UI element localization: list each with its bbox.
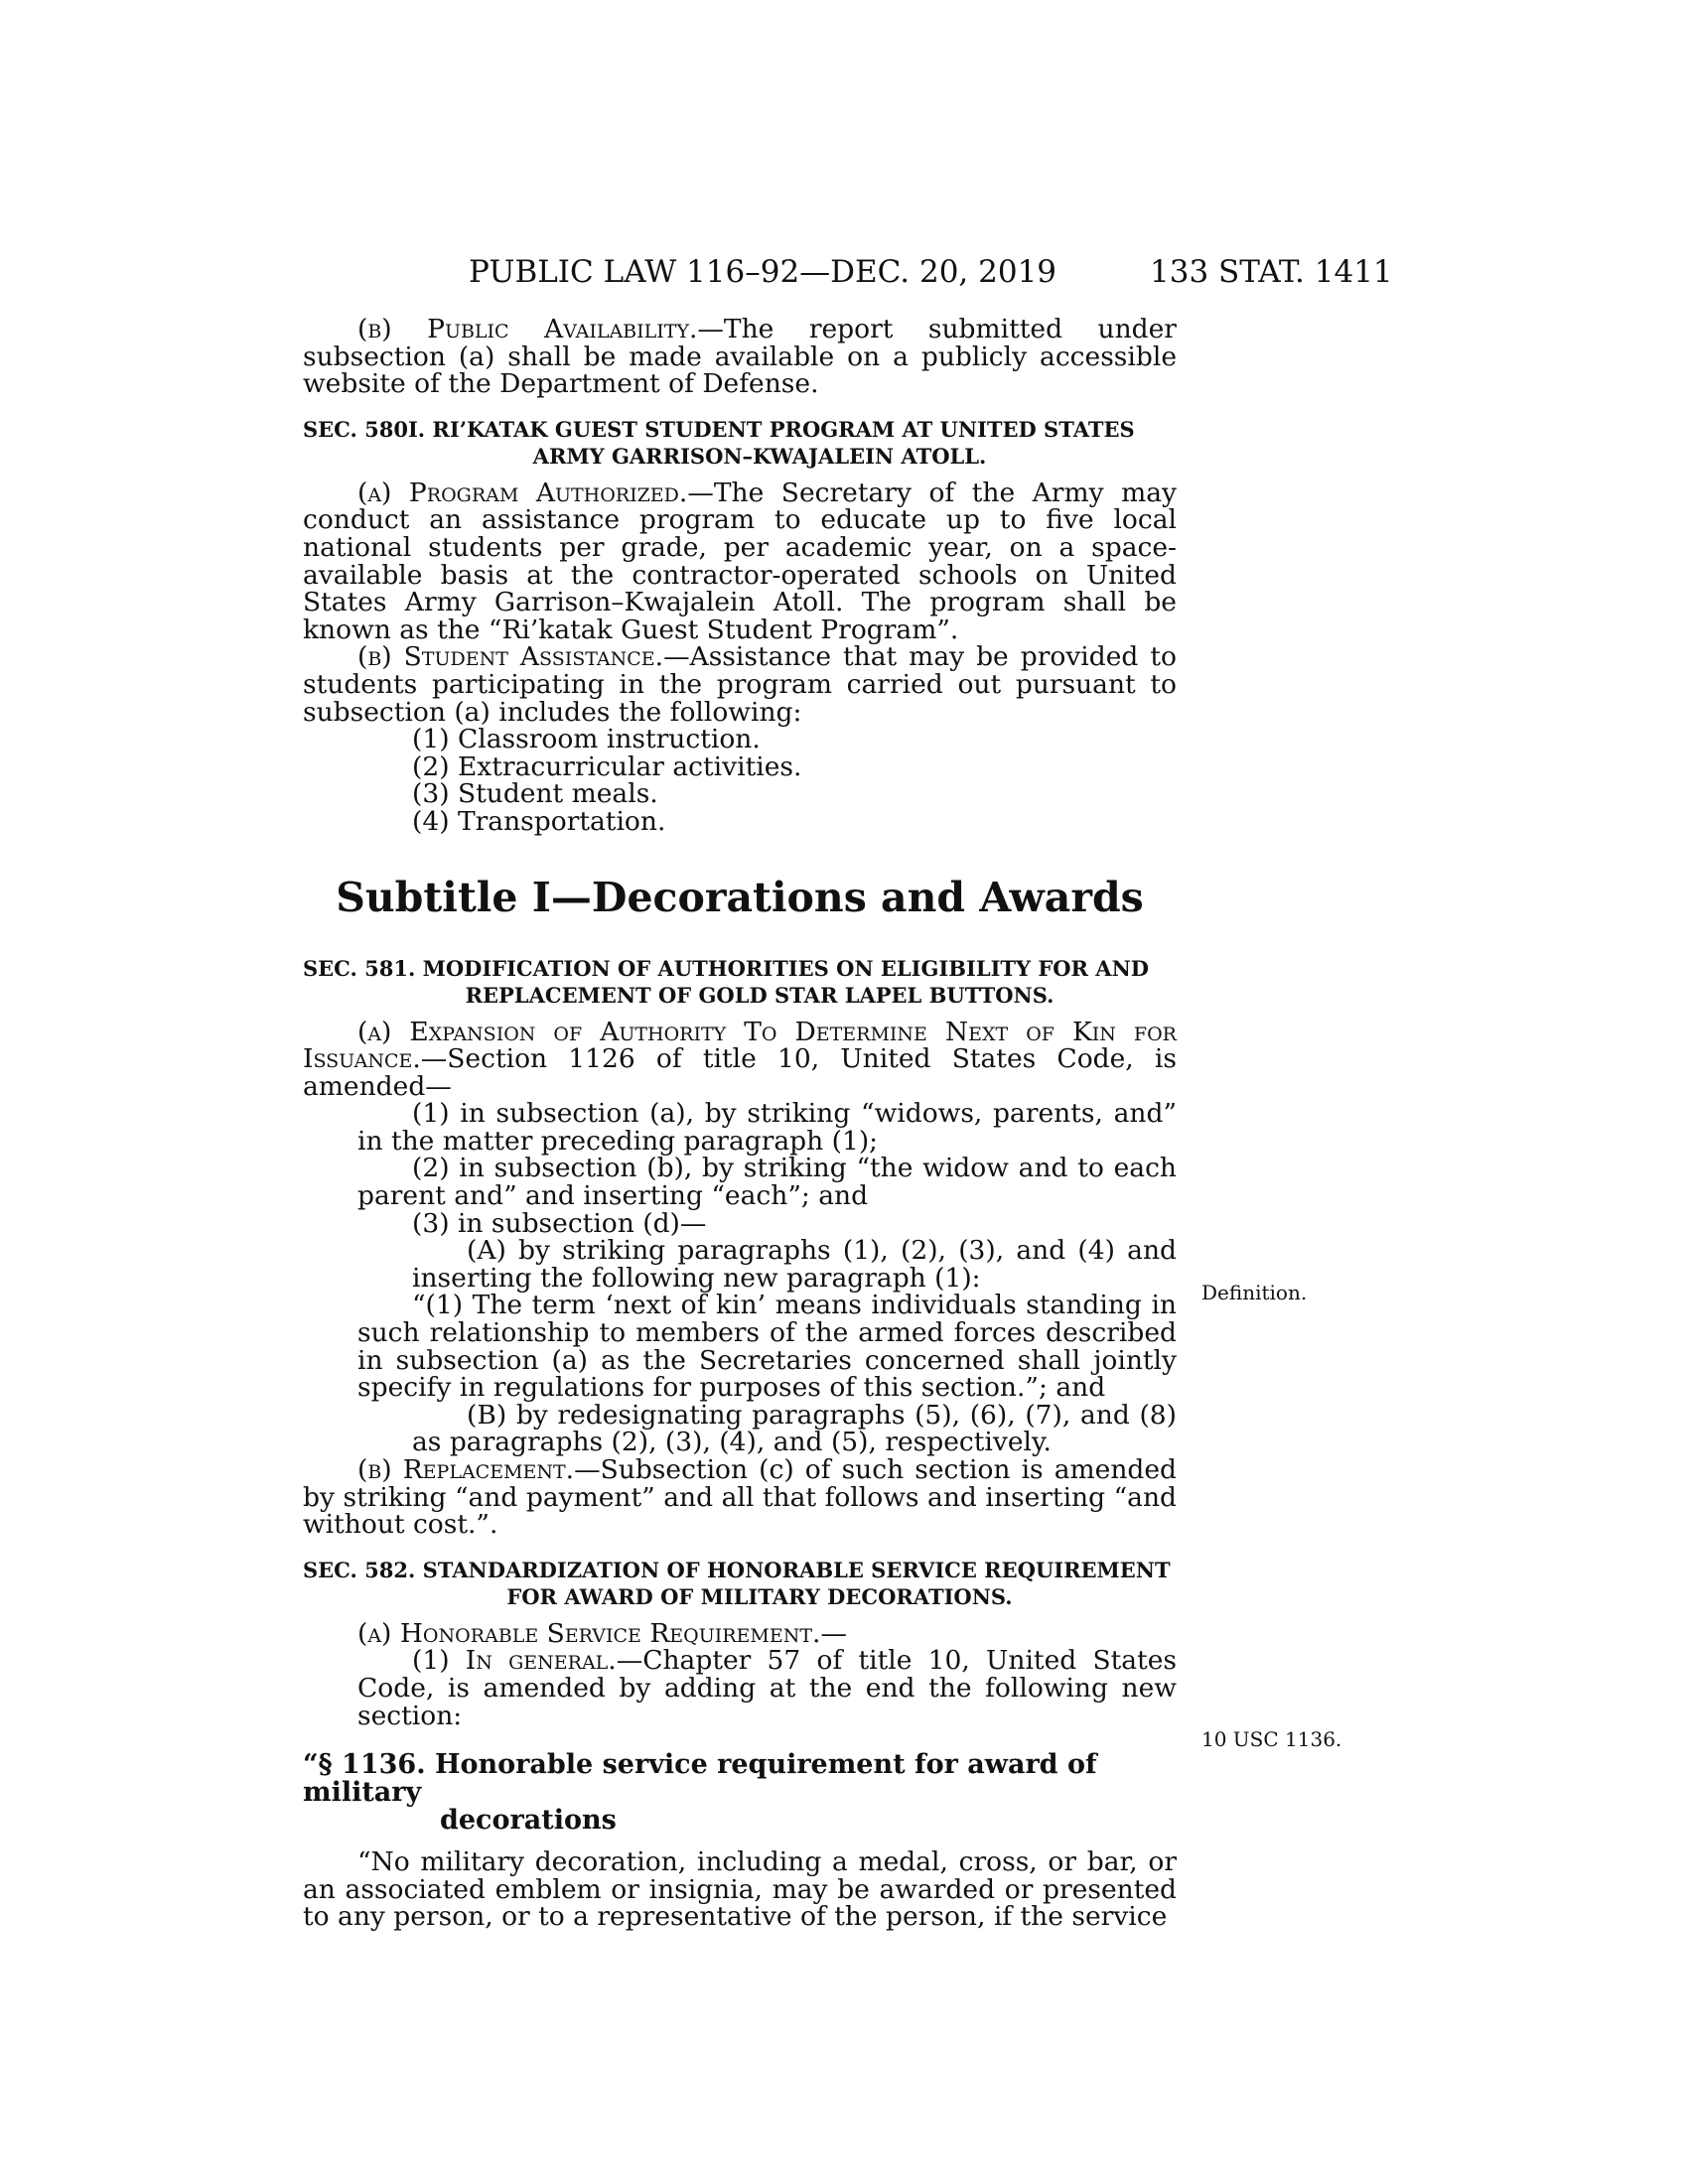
section-heading-580i: SEC. 580I. RI’KATAK GUEST STUDENT PROGRAM AT UNITED STATES ARMY GARRISON–KWAJALEIN ATOLL. [303,416,1135,469]
section-heading-581: SEC. 581. MODIFICATION OF AUTHORITIES ON ELIGIBILITY FOR AND REPLACEMENT OF GOLD STAR LAPEL BUTTONS. [303,955,1150,1008]
paragraph-582-1: (1) In general.—Chapter 57 of title 10, United States Code, is amended by adding at the end the following new section: [357,1645,1177,1731]
paragraph-replacement: (b) Replacement.—Subsection (c) of such section is amended by striking “and payment” and all that follows and inserting “and without cost.”. [303,1454,1178,1541]
margin-note-definition: Definition. [1201,1281,1308,1304]
quoted-definition: “(1) The term ‘next of kin’ means individuals standing in such relationship to members of the armed forces described in subsection (a) as the Secretaries concerned shall jointly specify in regulations for purposes of this section.”; and [357,1290,1177,1404]
list-item: (4) Transportation. [412,805,666,837]
margin-note-usc: 10 USC 1136. [1201,1727,1342,1751]
page-body [303,316,1177,1931]
paragraph-581-1: (1) in subsection (a), by striking “widows, parents, and” in the matter preceding paragraph (1); [357,1098,1177,1157]
paragraph-program-authorized: (a) Program Authorized.—The Secretary of the Army may conduct an assistance program to educate up to five local national students per grade, per academic year, on a space-available basis at the contractor-operated schools on United States Army Garrison–Kwajalein Atoll. The program shall be known as the “Ri’katak Guest Student Program”. [303,477,1177,645]
list-item: (1) Classroom instruction. [412,724,761,755]
usc-section-heading: “§ 1136. Honorable service requirement for award of military decorations [303,1749,1097,1837]
page-number: 133 STAT. 1411 [1150,254,1393,290]
paragraph-public-availability: (b) Public Availability.—The report submitted under subsection (a) shall be made available on a publicly accessible website of the Department of Defense. [303,314,1177,400]
running-header-title: PUBLIC LAW 116–92—DEC. 20, 2019 [469,254,1057,290]
paragraph-581-2: (2) in subsection (b), by striking “the widow and to each parent and” and inserting “each”; and [357,1153,1177,1212]
list-item: (3) Student meals. [412,778,658,810]
paragraph-581-A: (A) by striking paragraphs (1), (2), (3), and (4) and inserting the following new paragraph (1): [412,1235,1177,1294]
paragraph-student-assistance: (b) Student Assistance.—Assistance that may be provided to students participating in the program carried out pursuant to subsection (a) includes the following: [303,641,1177,728]
paragraph-581-3: (3) in subsection (d)— [412,1207,707,1239]
assistance-list [412,726,1177,835]
list-item: (2) Extracurricular activities. [412,751,802,782]
subtitle-heading: Subtitle I—Decorations and Awards [336,873,1144,921]
paragraph-expansion-authority: (a) Expansion of Authority To Determine Next of Kin for Issuance.—Section 1126 of title 10, United States Code, is amended— [303,1016,1177,1102]
paragraph-581-B: (B) by redesignating paragraphs (5), (6), (7), and (8) as paragraphs (2), (3), (4), and (5), respectively. [412,1399,1177,1458]
paragraph-honorable-service: (a) Honorable Service Requirement.— [357,1617,847,1649]
paragraph-quoted-section: “No military decoration, including a medal, cross, or bar, or an associated emblem or insignia, may be awarded or presented to any person, or to a representative of the person, if the service [303,1846,1177,1933]
section-heading-582: SEC. 582. STANDARDIZATION OF HONORABLE SERVICE REQUIREMENT FOR AWARD OF MILITARY DECORATIONS. [303,1557,1171,1609]
